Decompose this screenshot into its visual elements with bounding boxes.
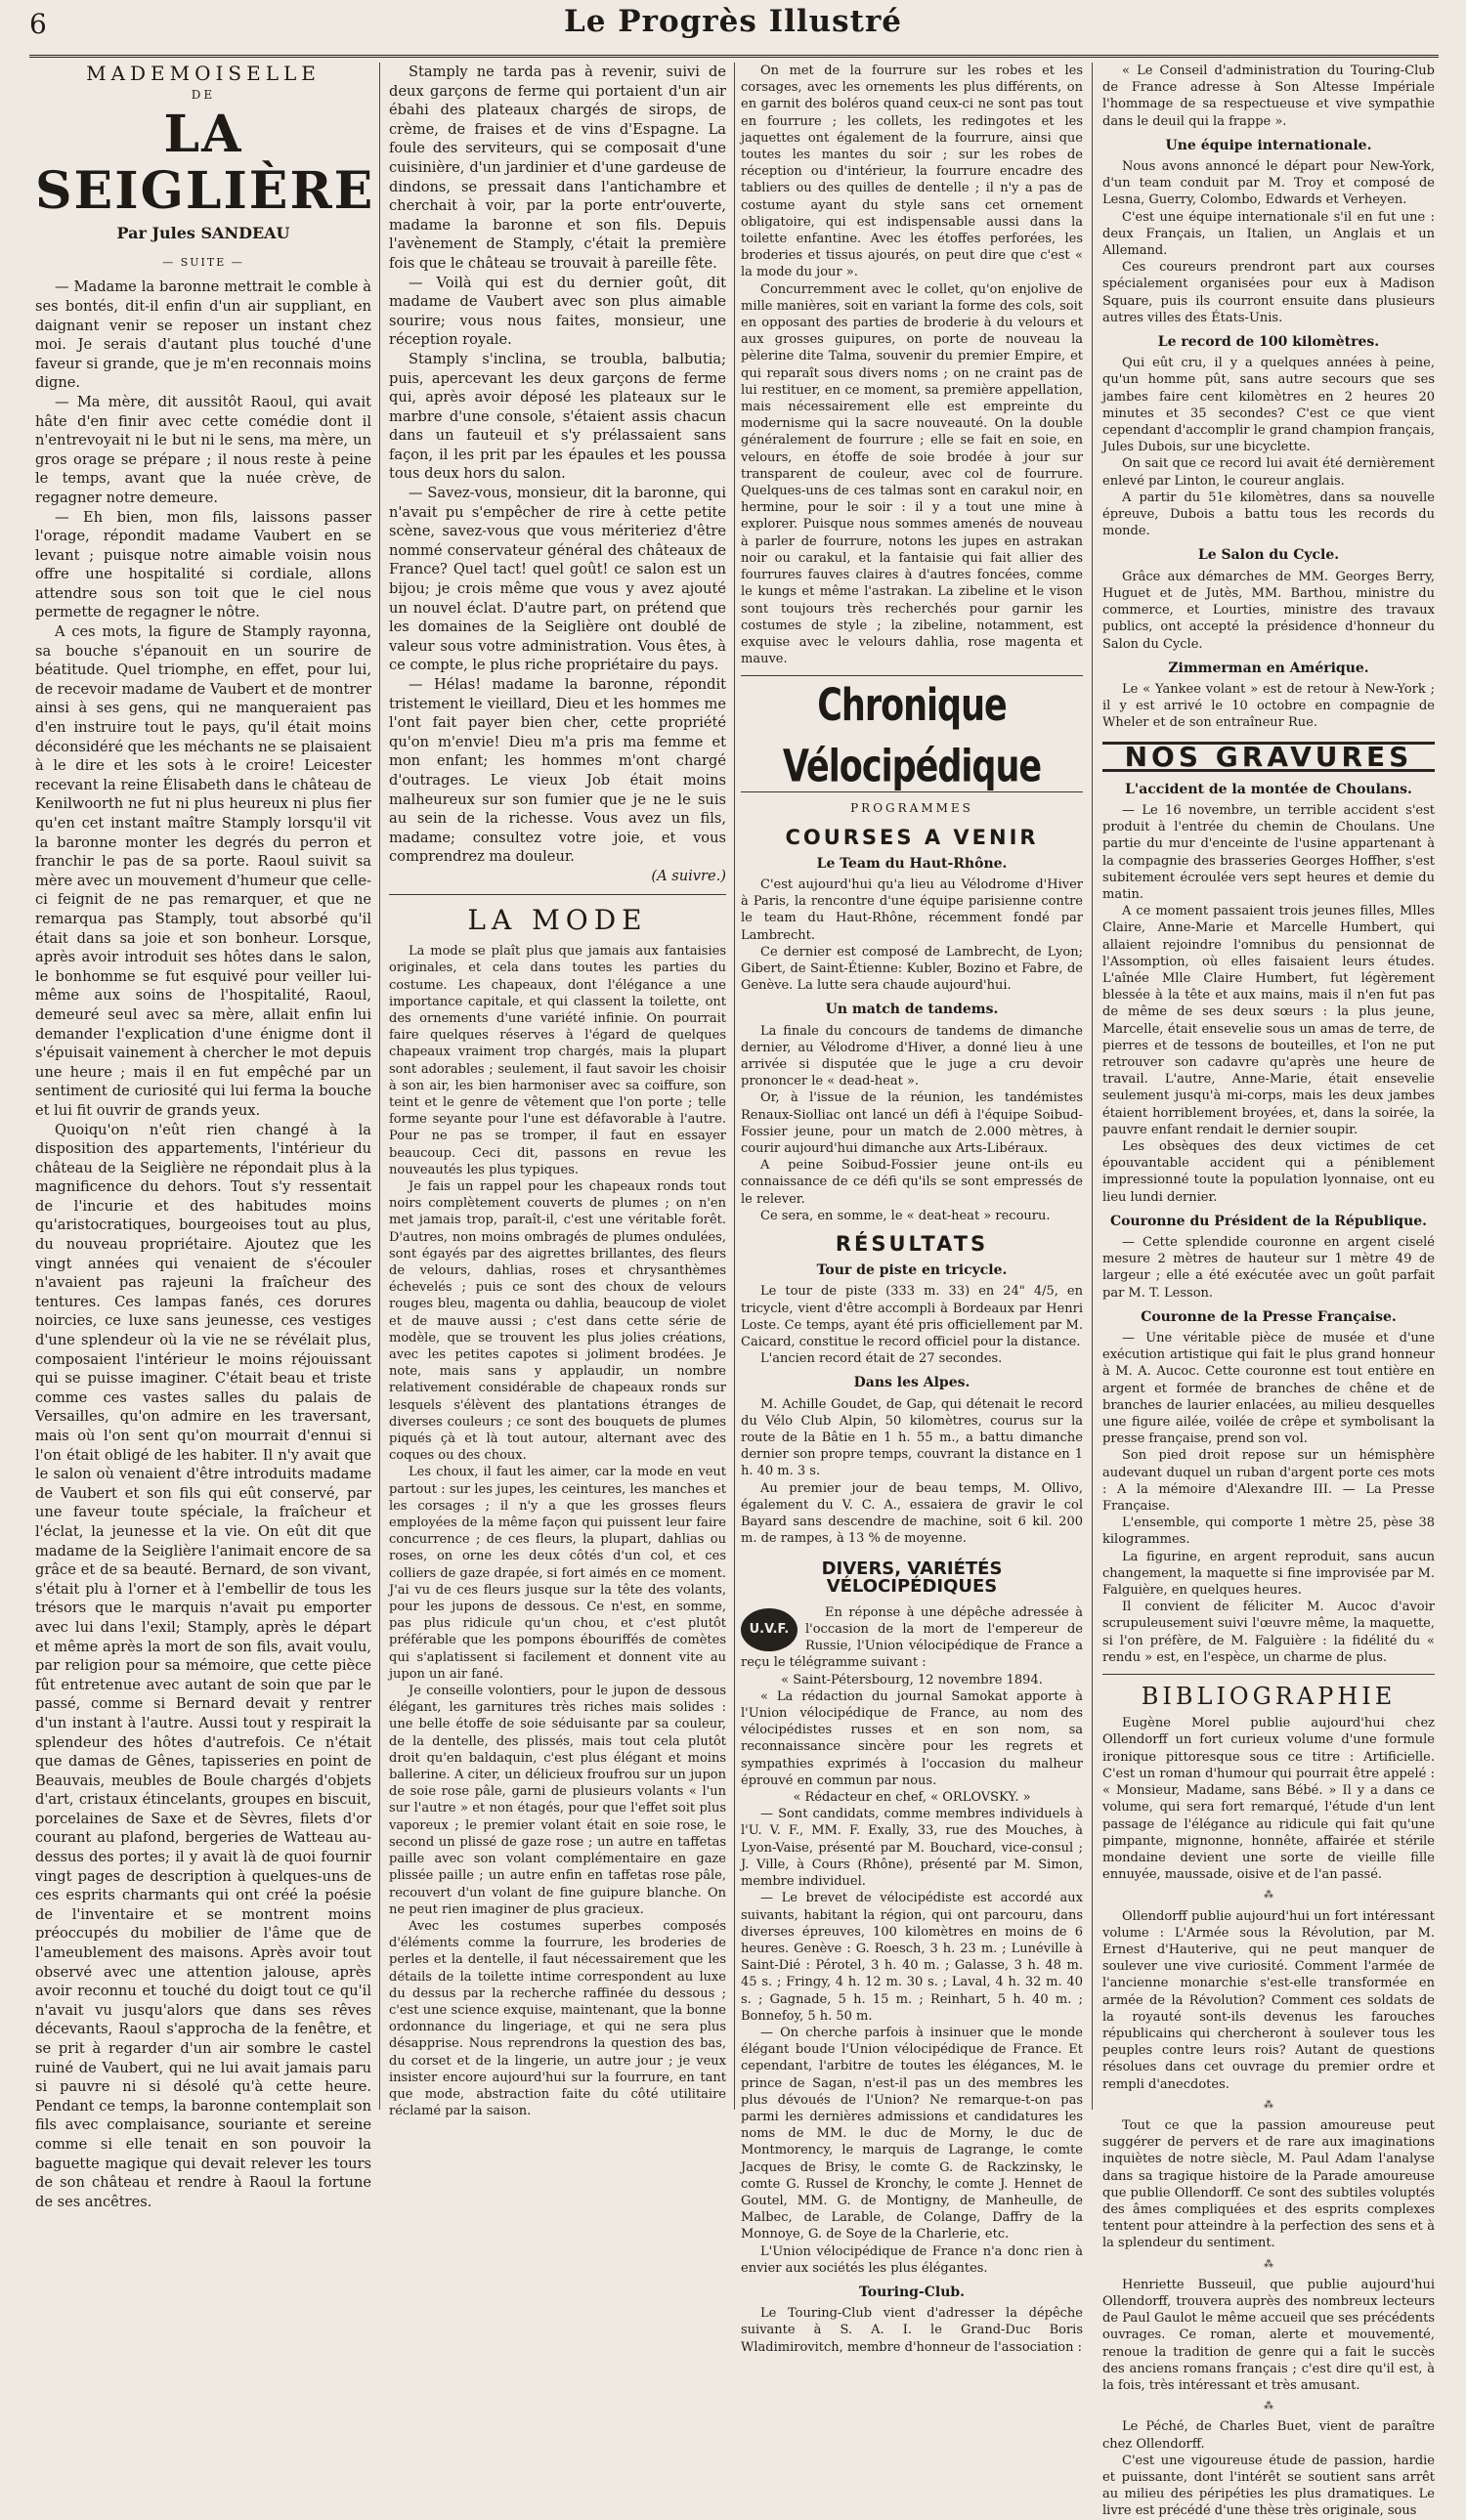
chronique-paragraph: Le « Yankee volant » est de retour à New-York ; il y est arrivé le 10 octobre en compagnie de Wheler et de son entraîneur Rue.: [1102, 681, 1435, 731]
mode-paragraph: Je fais un rappel pour les chapeaux ronds tout noirs complètement couverts de plumes ; on n'en met jamais trop, paraît-il, c'est une véritable forêt. D'autres, non moins ombragés de plumes ondulées, sont égayés par des aigrettes brillantes, des fleurs de velours, dahlias, roses et chrysanthèmes échevelés ; puis ce sont des choux de velours rouges bleu, magenta ou dahlia, beaucoup de violet et de mauve aussi ; c'est dans cette série de modèle, que se trouvent les plus jolies créations, avec les petites capotes si joliment brodées. Je note, mais sans y applaudir, un nombre relativement considérable de chapeaux ronds sur lesquels s'élèvent des plantations étranges de diverses couleurs ; ce sont des bouquets de plumes piqués çà et là tout autour, alternant avec des coques ou des choux.: [389, 1178, 726, 1464]
column-divider: [379, 63, 380, 2110]
column-1: [35, 62, 375, 2210]
subhead: Zimmerman en Amérique.: [1168, 660, 1369, 676]
subhead: Le record de 100 kilomètres.: [1157, 334, 1380, 351]
mode-paragraph: On met de la fourrure sur les robes et les corsages, avec les ornements les plus différents, on en garnit des boléros quand ceux-ci ne sont pas tout en fourrure ; les collets, les redingotes et les jaquettes ont également de la fourrure, ainsi que toutes les mantes du soir ; sur les robes de réception ou d'intérieur, la fourrure encadre des tabliers ou des quilles de dentelle ; il n'y a pas de costume ayant du style sans cet ornement obligatoire, qui est indispensable aussi dans la toilette enfantine. Avec les étoffes perforées, les broderies et tissus ajourés, on peut dire que c'est « la mode du jour ».: [741, 64, 1083, 280]
chronique-title: Chronique Vélocipédique: [782, 681, 1042, 793]
serial-paragraph: — Savez-vous, monsieur, dit la baronne, qui n'avait pu s'empêcher de rire à cette petite scène, savez-vous que vous mériteriez d'être nommé conservateur général des châteaux de France? Quel tact! quel goût! ce salon est un bijou; je crois même que vous y avez ajouté un nouvel éclat. D'autre part, on prétend que les domaines de la Seiglière ont doublé de valeur sous votre administration. Vous êtes, à ce compte, le plus riche propriétaire du pays.: [389, 485, 726, 674]
star-separator: ⁂: [1264, 1890, 1273, 1901]
section-rule: [1102, 1674, 1435, 1675]
chronique-paragraph: A partir du 51e kilomètres, dans sa nouvelle épreuve, Dubois a battu tous les records du monde.: [1102, 490, 1435, 539]
bibliographie-title: BIBLIOGRAPHIE: [1141, 1683, 1397, 1711]
chronique-paragraph: Ce dernier est composé de Lambrecht, de Lyon; Gibert, de Saint-Étienne: Kubler, Bozino et Fabre, de Genève. La lutte sera chaude aujourd'hui.: [741, 944, 1083, 994]
gravures-paragraph: — Cette splendide couronne en argent ciselé mesure 2 mètres de hauteur sur 1 mètre 49 de largeur ; elle a été exécutée avec un goût parfait par M. T. Lesson.: [1102, 1235, 1435, 1301]
chronique-paragraph: C'est aujourd'hui qu'a lieu au Vélodrome d'Hiver à Paris, la rencontre d'une équipe parisienne contre le team du Haut-Rhône, récemment fondé par Lambrecht.: [741, 876, 1083, 943]
courses-title: COURSES A VENIR: [785, 825, 1039, 849]
serial-paragraph: Stamply s'inclina, se troubla, balbutia; puis, apercevant les deux garçons de ferme qui, après avoir déposé les plateaux sur le marbre d'une console, s'étaient assis chacun dans un fauteuil et s'y prélassaient sans façon, il les prit par les épaules et les poussa tous deux hors du salon.: [389, 350, 726, 483]
subhead: Le Salon du Cycle.: [1197, 547, 1340, 564]
chronique-paragraph: Qui eût cru, il y a quelques années à peine, qu'un homme pût, sans autre secours que ses jambes faire cent kilomètres en 2 heures 20 minutes et 35 secondes? C'est ce que vient cependant d'accomplir le grand champion français, Jules Dubois, sur une bicyclette.: [1102, 356, 1435, 455]
gravures-paragraph: A ce moment passaient trois jeunes filles, Mlles Claire, Anne-Marie et Marcelle Humbert, qui allaient rejoindre l'omnibus du pensionnat de l'Assomption, où elles faisaient leurs études. L'aînée Mlle Claire Humbert, fut légèrement blessée à la tête et aux mains, mais il n'en fut pas de même de ses deux sœurs : la plus jeune, Marcelle, était ensevelie sous un amas de terre, de pierres et de tessons de bouteilles, et l'on ne put retrouver son cadavre qu'après une heure de travail. L'autre, Anne-Marie, était ensevelie seulement jusqu'à mi-corps, mais les deux jambes étaient horriblement broyées, et, dans la soirée, la pauvre enfant rendait le dernier soupir.: [1102, 904, 1435, 1137]
gravures-paragraph: Son pied droit repose sur un hémisphère audevant duquel un ruban d'argent porte ces mots : A la mémoire d'Alexandre III. — La Presse Française.: [1102, 1448, 1435, 1515]
chronique-paragraph: Au premier jour de beau temps, M. Ollivo, également du V. C. A., essaiera de gravir le col Bayard sans descendre de machine, soit 6 kil. 200 m. de rampes, à 13 % de moyenne.: [741, 1480, 1083, 1547]
chronique-paragraph: L'ancien record était de 27 secondes.: [760, 1351, 1003, 1367]
mode-paragraph: Je conseille volontiers, pour le jupon de dessous élégant, les garnitures très riches mais solides : une belle étoffe de soie séduisante par sa couleur, de la dentelle, des plissés, mais tout cela plutôt droit qu'en baldaquin, c'est plus élégant et moins ballerine. A citer, un délicieux froufrou sur un jupon de soie rose pâle, garni de plusieurs volants « l'un sur l'autre » et non étagés, pour que l'effet soit plus vaporeux ; le premier volant était en soie rose, le second un plissé de gaze rose ; un autre en taffetas paille avec son volant complémentaire en gaze plissée paille ; un autre enfin en taffetas rose pâle, recouvert d'un volant de fine guipure blanche. On ne peut rien imaginer de plus gracieux.: [389, 1684, 726, 1917]
chronique-paragraph: « Saint-Pétersbourg, 12 novembre 1894.: [781, 1672, 1043, 1687]
divers-title: DIVERS, VARIÉTÉS VÉLOCIPÉDIQUES: [821, 1559, 1003, 1597]
serial-author: Par Jules SANDEAU: [116, 224, 290, 243]
chronique-paragraph: — On cherche parfois à insinuer que le monde élégant boude l'Union vélocipédique de France. Et cependant, l'arbitre de toutes les élégances, M. le prince de Sagan, n'est-il pas un des membres les plus dévoués de l'Union? Ne remarque-t-on pas parmi les dernières admissions et candidatures les noms de MM. le duc de Morny, le duc de Montmorency, le marquis de Lagrange, le comte Jacques de Brisy, le comte G. de Rackzinsky, le comte G. Russel de Kronchy, le comte J. Hennet de Goutel, MM. G. de Montigny, de Manheulle, de Malbec, de Larable, de Colange, Daffry de la Monnoye, G. de Soye de la Charlerie, etc.: [741, 2025, 1083, 2242]
serial-suite: — SUITE —: [162, 255, 244, 269]
chronique-paragraph: « Rédacteur en chef, « ORLOVSKY. »: [793, 1790, 1031, 1806]
star-separator: ⁂: [1264, 2401, 1273, 2413]
mode-title: LA MODE: [467, 903, 648, 936]
chronique-paragraph: « Le Conseil d'administration du Touring-Club de France adresse à Son Altesse Impériale l'hommage de sa respectueuse et vive sympathie dans le deuil qui la frappe ».: [1102, 64, 1435, 129]
subhead: Le Team du Haut-Rhône.: [816, 855, 1008, 872]
gravures-paragraph: — Le 16 novembre, un terrible accident s'est produit à l'entrée du chemin de Choulans. Une partie du mur d'enceinte de l'usine appartenant à la compagnie des brasseries Georges Hoffher, s'est subitement écroulée vers sept heures et demie du matin.: [1102, 802, 1435, 902]
chronique-paragraph: — Sont candidats, comme membres individuels à l'U. V. F., MM. F. Exally, 33, rue des Mouches, à Lyon-Vaise, présenté par M. Bouchard, vice-consul ; J. Ville, à Cours (Rhône), présenté par M. Simon, membre individuel.: [741, 1807, 1083, 1890]
section-rule: [389, 894, 726, 895]
chronique-paragraph: — Le brevet de vélocipédiste est accordé aux suivants, habitant la région, qui ont parcouru, dans diverses épreuves, 100 kilomètres en moins de 6 heures. Genève : G. Roesch, 3 h. 23 m. ; Lunéville à Saint-Dié : Pérotel, 3 h. 40 m. ; Galasse, 3 h. 48 m. 45 s. ; Fringy, 4 h. 12 m. 30 s. ; Laval, 4 h. 32 m. 40 s. ; Gagnade, 5 h. 15 m. ; Reinhart, 5 h. 40 m. ; Bonnefoy, 5 h. 50 m.: [741, 1891, 1083, 2024]
programmes-label: PROGRAMMES: [850, 801, 973, 816]
mode-paragraph: La mode se plaît plus que jamais aux fantaisies originales, et cela dans toutes les parties du costume. Les chapeaux, dont l'élégance a une importance capitale, et qui classent la toilette, ont des ornements d'une variété infinie. On pourrait faire quelques réserves à l'égard de quelques chapeaux vraiment trop chargés, mais la plupart sont adorables ; seulement, il faut savoir les choisir à son air, les bien harmoniser avec sa coiffure, son teint et le genre de vêtement que l'on porte ; telle forme seyante pour l'une est défavorable à l'autre. Pour ne pas se tromper, il faut en essayer beaucoup. Ceci dit, passons en revue les nouveautés les plus typiques.: [389, 944, 726, 1177]
subhead: Tour de piste en tricycle.: [816, 1262, 1008, 1279]
serial-title: LA SEIGLIÈRE: [35, 105, 375, 222]
resultats-title: RÉSULTATS: [835, 1231, 989, 1256]
biblio-paragraph: Henriette Busseuil, que publie aujourd'hui Ollendorff, trouvera auprès des nombreux lecteurs de Paul Gaulot le même accueil que ses précédents ouvrages. Ce roman, alerte et mouvementé, renoue la tradition de genre qui a fait le succès des anciens romans français ; c'est dire qu'il est, à la fois, très intéressant et très amusant.: [1102, 2277, 1435, 2393]
biblio-paragraph: C'est une vigoureuse étude de passion, hardie et puissante, dont l'intérêt se soutient sans arrêt au milieu des péripéties les plus dramatiques. Le livre est précédé d'une thèse très originale, sous: [1102, 2453, 1435, 2519]
uvf-logo: U.V.F.: [741, 1608, 798, 1651]
chronique-paragraph: L'Union vélocipédique de France n'a donc rien à envier aux sociétés les plus élégantes.: [741, 2243, 1083, 2276]
page-number: 6: [29, 8, 47, 40]
subhead: Couronne du Président de la République.: [1109, 1213, 1428, 1229]
chronique-paragraph: Ce sera, en somme, le « deat-heat » recouru.: [760, 1208, 1051, 1223]
serial-paragraph: — Voilà qui est du dernier goût, dit madame de Vaubert avec son plus aimable sourire; vous nous faites, monsieur, une réception royale.: [389, 274, 726, 349]
serial-title-top: MADEMOISELLE: [86, 62, 321, 85]
gravures-paragraph: — Une véritable pièce de musée et d'une exécution artistique qui fait le plus grand honneur à M. A. Aucoc. Cette couronne est tout entière en argent et formée de branches de chêne et de branches de laurier enlacées, au milieu desquelles une figure ailée, voilée de crêpe et symbolisant la presse française, prend son vol.: [1102, 1331, 1435, 1447]
gravures-paragraph: La figurine, en argent reproduit, sans aucun changement, la maquette si fine improvisée par M. Falguière, en quelques heures.: [1102, 1549, 1435, 1599]
serial-paragraph: A ces mots, la figure de Stamply rayonna, sa bouche s'épanouit en un sourire de béatitude. Quel triomphe, en effet, pour lui, de recevoir madame de Vaubert et de montrer ainsi à ses gens, qui ne manqueraient pas d'en instruire tout le pays, qu'il était moins déconsidéré que les méchants ne se plaisaient à le dire et les sots à le croire! Leicester recevant la reine Élisabeth dans le château de Kenilwoorth ne fut ni plus heureux ni plus fier qu'en cet instant maître Stamply lorsqu'il vit la baronne monter les degrés du perron et franchir le pas de sa porte. Raoul suivit sa mère avec un mouvement d'humeur que celle-ci feignit de ne pas remarquer, et que ne remarqua pas Stamply, tout absorbé qu'il était dans sa joie et son bonheur. Lorsque, après avoir introduit ses hôtes dans le salon, le bonhomme se fut esquivé pour veiller lui-même aux soins de l'hospitalité, Raoul, demeuré seul avec sa mère, allait enfin lui demander l'explication d'une énigme dont il s'épuisait vainement à chercher le mot depuis une heure ; mais il en fut empêché par un sentiment de curiosité qui lui ferma la bouche et lui fit ouvrir de grands yeux.: [35, 623, 371, 1119]
column-4: [1102, 63, 1435, 2519]
star-separator: ⁂: [1264, 2258, 1273, 2270]
gravures-title: NOS GRAVURES: [1102, 742, 1435, 772]
chronique-paragraph: On sait que ce record lui avait été dernièrement enlevé par Linton, le coureur anglais.: [1102, 456, 1435, 489]
subhead: L'accident de la montée de Choulans.: [1125, 781, 1412, 797]
chronique-paragraph: La finale du concours de tandems de dimanche dernier, au Vélodrome d'Hiver, a donné lieu à une arrivée si disputée que le juge a cru devoir prononcer le « dead-heat ».: [741, 1023, 1083, 1089]
serial-paragraph: — Hélas! madame la baronne, répondit tristement le vieillard, Dieu et les hommes me l'ont fait payer bien cher, cette propriété qu'on m'envie! Dieu m'a pris ma femme et mon enfant; les hommes m'ont chargé d'outrages. Le vieux Job était moins malheureux sur son fumier que je ne le suis au sein de la richesse. Vous avez un fils, madame; consultez votre joie, et vous comprendrez ma douleur.: [389, 676, 726, 866]
serial-paragraph: — Ma mère, dit aussitôt Raoul, qui avait hâte d'en finir avec cette comédie dont il n'entrevoyait ni le but ni le sens, ma mère, un gros orage se prépare ; il nous reste à peine le temps, avant que la nuée crève, de regagner notre demeure.: [35, 393, 371, 506]
serial-paragraph: Stamply ne tarda pas à revenir, suivi de deux garçons de ferme qui portaient d'un air ébahi des plateaux chargés de sirops, de crème, de fraises et de vins d'Espagne. La foule des serviteurs, qui se composait d'une cuisinière, d'un jardinier et d'une gardeuse de dindons, se pressait dans l'antichambre et cherchait à voir, par la porte entr'ouverte, madame la baronne et son fils. Depuis l'avènement de Stamply, c'était la première fois que le château se trouvait à pareille fête.: [389, 64, 726, 272]
mode-paragraph: Concurremment avec le collet, qu'on enjolive de mille manières, soit en variant la forme des cols, soit en opposant des parties de broderie à du velours et aux grosses guipures, on porte de nouveau la pèlerine dite Talma, souvenir du premier Empire, et qui reparaît sous divers noms ; on ne craint pas de lui restituer, en ce moment, sa première appellation, mais nécessairement elle est empreinte du modernisme qui la sacre nouveauté. On la double généralement de fourrure ; elle se fait en soie, en velours, en étoffe de soie brodée à jour sur transparent de couleur, avec col de fourrure. Quelques-uns de ces talmas sont en carakul noir, en hermine, pour le soir : il y a tout une mine à explorer. Puisque nous sommes amenés de nouveau à parler de fourrure, notons les jupes en astrakan noir ou carakul, et la fantaisie qui fait allier des fourrures fauves claires à d'autres foncées, comme le kungs et même l'astrakan. La zibeline et le vison sont toujours très recherchés pour garnir les costumes de style ; la zibeline, notamment, est exquise avec le velours dahlia, rose magenta et mauve.: [741, 281, 1083, 667]
chronique-paragraph: Le tour de piste (333 m. 33) en 24" 4/5, en tricycle, vient d'être accompli à Bordeaux par Henri Loste. Ce temps, ayant été pris officiellement par M. Caicard, constitue le record officiel pour la distance.: [741, 1284, 1083, 1349]
chronique-paragraph: Or, à l'issue de la réunion, les tandémistes Renaux-Siolliac ont lancé un défi à l'équipe Soibud-Fossier jeune, pour un match de 2.000 mètres, à courir aujourd'hui dimanche aux Arts-Libéraux.: [741, 1090, 1083, 1156]
gravures-paragraph: Il convient de féliciter M. Aucoc d'avoir scrupuleusement suivi l'œuvre même, la maquette, si l'on préfère, de M. Falguière : la fidélité du « rendu » est, en l'espèce, un charme de plus.: [1102, 1600, 1435, 1665]
star-separator: ⁂: [1264, 2099, 1273, 2111]
serial-paragraph: — Madame la baronne mettrait le comble à ses bontés, dit-il enfin d'un air suppliant, en daignant venir se reposer un instant chez moi. Je serais d'autant plus touché d'une faveur si grande, que je m'en reconnais moins digne.: [35, 278, 371, 392]
to-follow: (A suivre.): [651, 867, 726, 884]
chronique-paragraph: En réponse à une dépêche adressée à l'occasion de la mort de l'empereur de Russie, l'Union vélocipédique de France a reçu le télégramme suivant :: [741, 1604, 1083, 1671]
biblio-paragraph: Eugène Morel publie aujourd'hui chez Ollendorff un fort curieux volume d'une formule ironique pittoresque sous ce titre : Artificielle. C'est un roman d'humour qui pourrait être appelé : « Monsieur, Madame, sans Bébé. » Il y a dans ce volume, qui sera fort remarqué, l'étude d'un lent passage de l'élégance au ridicule qui fait qu'une pimpante, mignonne, honnête, affairée et stérile mondaine devient une sorte de vieille fille ennuyée, maussade, oisive et de l'an passé.: [1102, 1716, 1435, 1883]
masthead: Le Progrès Illustré: [563, 4, 903, 39]
chronique-paragraph: C'est une équipe internationale s'il en fut une : deux Français, un Italien, un Anglais et un Allemand.: [1102, 209, 1435, 259]
subhead: Touring-Club.: [858, 2284, 966, 2300]
serial-paragraph: — Eh bien, mon fils, laissons passer l'orage, répondit madame Vaubert en se levant ; puisque notre aimable voisin nous offre une hospitalité si cordiale, allons attendre sous son toit que le ciel nous permette de regagner le nôtre.: [35, 508, 371, 621]
header-rule: [29, 55, 1439, 58]
chronique-paragraph: M. Achille Goudet, de Gap, qui détenait le record du Vélo Club Alpin, 50 kilomètres, courus sur la route de la Bâtie en 1 h. 55 m., a battu dimanche dernier son propre temps, couvrant la distance en 1 h. 40 m. 3 s.: [741, 1396, 1083, 1479]
page-header: [0, 0, 1466, 53]
serial-title-de: DE: [191, 87, 216, 102]
column-divider: [734, 63, 735, 2110]
chronique-paragraph: Le Touring-Club vient d'adresser la dépêche suivante à S. A. I. le Grand-Duc Boris Wladimirovitch, membre d'honneur de l'association :: [741, 2306, 1083, 2355]
biblio-paragraph: Tout ce que la passion amoureuse peut suggérer de pervers et de rare aux imaginations inquiètes de notre siècle, M. Paul Adam l'analyse dans sa tragique histoire de la Parade amoureuse que publie Ollendorff. Ce sont des subtiles voluptés des âmes compliquées et des esprits complexes tentent pour atteindre à la perfection des sens et à la splendeur du sentiment.: [1102, 2117, 1435, 2251]
chronique-paragraph: « La rédaction du journal Samokat apporte à l'Union vélocipédique de France, au nom des vélocipédistes russes et en son nom, sa reconnaissance sincère pour les regrets et sympathies exprimés à l'occasion du malheur éprouvé en commun par nous.: [741, 1688, 1083, 1788]
subhead: Une équipe internationale.: [1165, 137, 1372, 153]
biblio-paragraph: Ollendorff publie aujourd'hui un fort intéressant volume : L'Armée sous la Révolution, par M. Ernest d'Hauterive, qui ne peut manquer de soulever une vive curiosité. Comment l'armée de l'ancienne monarchie s'est-elle transformée en armée de la Révolution? Comment ces soldats de la royauté sont-ils devenus les farouches républicains qui chercheront à soulever tous les peuples contre leurs rois? Autant de questions résolues dans cet ouvrage du premier ordre et rempli d'anecdotes.: [1102, 1908, 1435, 2092]
chronique-paragraph: Ces coureurs prendront part aux courses spécialement organisées pour eux à Madison Square, puis ils courront ensuite dans plusieurs autres villes des États-Unis.: [1102, 260, 1435, 325]
gravures-paragraph: Les obsèques des deux victimes de cet épouvantable accident qui a péniblement impressionné toute la population lyonnaise, ont eu lieu lundi dernier.: [1102, 1138, 1435, 1205]
mode-paragraph: Avec les costumes superbes composés d'éléments comme la fourrure, les broderies de perles et la dentelle, il faut nécessairement que les détails de la toilette intime correspondent au luxe du dessus par la recherche raffinée du dessous ; c'est une science exquise, maintenant, que la bonne ordonnance du lingeriage, et qui ne sera plus désapprise. Nous reprendrons la question des bas, du corset et de la lingerie, un autre jour ; je veux insister encore aujourd'hui sur la fourrure, en tant que mode, abstraction faite du côté utilitaire réclamé par la saison.: [389, 1918, 726, 2119]
chronique-paragraph: A peine Soibud-Fossier jeune ont-ils eu connaissance de ce défi qu'ils se sont empressés de le relever.: [741, 1158, 1083, 1207]
mode-paragraph: Les choux, il faut les aimer, car la mode en veut partout : sur les jupes, les ceintures, les manches et les corsages ; il n'y a que les grosses fleurs employées de la même façon qui puissent leur faire concurrence ; de ces fleurs, la plupart, dahlias ou roses, on orne les deux côtés d'un col, et ces colliers de gaze drapée, si fort aimés en ce moment. J'ai vu de ces fleurs jusque sur la tête des volants, pour les jupons de dessous. Ce n'est, en somme, pas plus ridicule qu'un chou, et c'est plutôt préférable que les pompons ébouriffés de comètes qui s'aplatissent si facilement et donnent vite au jupon un air fané.: [389, 1465, 726, 1682]
chronique-paragraph: Nous avons annoncé le départ pour New-York, d'un team conduit par M. Troy et composé de Lesna, Guerry, Colombo, Edwards et Verheyen.: [1102, 159, 1435, 208]
subhead: Un match de tandems.: [825, 1002, 999, 1018]
subhead: Couronne de la Presse Française.: [1141, 1308, 1397, 1325]
column-divider: [1092, 63, 1093, 2110]
gravures-paragraph: L'ensemble, qui comporte 1 mètre 25, pèse 38 kilogrammes.: [1102, 1516, 1435, 1548]
column-2: [389, 63, 726, 2119]
biblio-paragraph: Le Péché, de Charles Buet, vient de paraître chez Ollendorff.: [1102, 2419, 1435, 2452]
serial-paragraph: Quoiqu'on n'eût rien changé à la disposition des appartements, l'intérieur du château de la Seiglière ne répondait plus à la magnificence du dehors. Tout s'y ressentait de l'incurie et des habitudes moins qu'aristocratiques, bourgeoises tout au plus, du nouveau propriétaire. Ajoutez que les vingt années qui venaient de s'écouler n'avaient pas rajeuni la fraîcheur des tentures. Ces lampas fanés, ces dorures noircies, ce luxe sans jeunesse, ces vestiges d'une splendeur où la vie ne se révélait plus, composaient l'intérieur le moins réjouissant qui se puisse imaginer. C'était beau et triste comme ces vastes salles du palais de Versailles, qu'on admire en les traversant, mais où l'on sent qu'on mourrait d'ennui si l'on était obligé de les habiter. Il n'y avait que le salon où venaient d'être introduits madame de Vaubert et son fils qui eût conservé, par une faveur toute spéciale, la fraîcheur et l'éclat, la jeunesse et la vie. On eût dit que madame de la Seiglière l'animait encore de sa grâce et de sa beauté. Bernard, de son vivant, s'était plu à l'orner et à l'embellir de tous les trésors que le marquis n'avait pu emporter avec lui dans l'exil; Stamply, après le départ et même après la mort de son fils, avait voulu, par religion pour sa mémoire, que cette pièce fût entretenue avec autant de soin que par le passé, comme si Bernard devait y rentrer d'un instant à l'autre. Aussi tout y respirait la splendeur des hôtes d'autrefois. Ce n'était que damas de Gênes, tapisseries en point de Beauvais, meubles de Boule chargés d'objets d'art, cristaux étincelants, groupes en biscuit, porcelaines de Saxe et de Sèvres, filets d'or courant au plafond, bergeries de Watteau au-dessus des portes; il y avait là de quoi fournir vingt pages de description à quelques-uns de ces esprits charmants qui ont créé la poésie de l'inventaire et se montrent moins préoccupés du mobilier de l'âme que de l'ameublement des maisons. Après avoir tout observé avec une attention jalouse, après avoir reconnu et touché du doigt tout ce qu'il n'avait vu jusqu'alors que dans ses rêves décevants, Raoul s'approcha de la fenêtre, et se prit à regarder d'un air sombre le castel ruiné de Vaubert, qui ne lui avait jamais paru si pauvre ni si désolé qu'à cette heure. Pendant ce temps, la baronne contemplait son fils avec complaisance, souriante et sereine comme si elle tenait en son pouvoir la baguette magique qui devait relever les tours de son château et rendre à Raoul la fortune de ses ancêtres.: [35, 1121, 371, 2210]
subhead: Dans les Alpes.: [853, 1375, 970, 1391]
chronique-paragraph: Grâce aux démarches de MM. Georges Berry, Huguet et de Jutès, MM. Barthou, ministre du commerce, et Lourties, ministre des travaux publics, ont accepté la présidence d'honneur du Salon du Cycle.: [1102, 569, 1435, 652]
column-3: [741, 63, 1083, 2355]
